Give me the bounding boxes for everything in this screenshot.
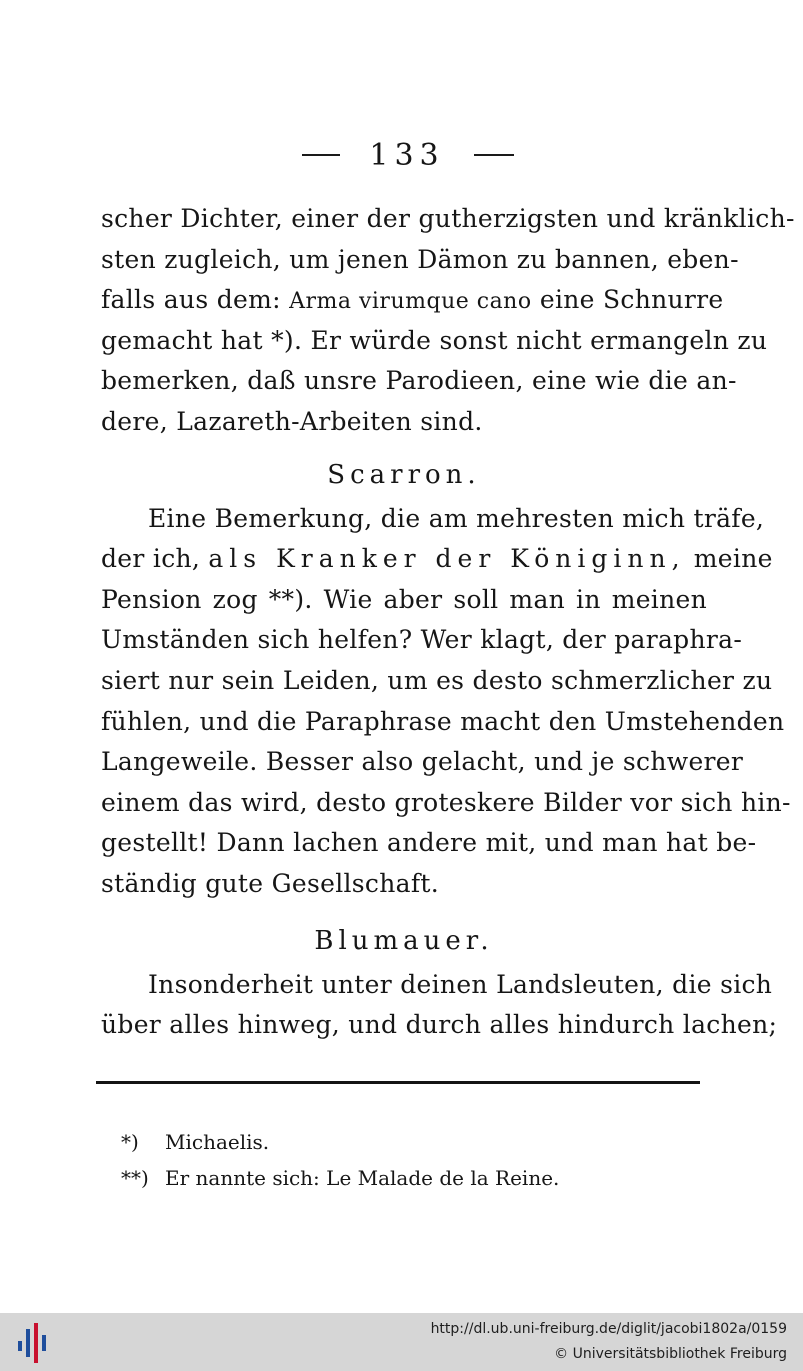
text-line: über alles hinweg, und durch alles hindurch lachen; bbox=[101, 1010, 778, 1040]
copyright-notice: © Universitätsbibliothek Freiburg bbox=[554, 1346, 787, 1362]
text-line: einem das wird, desto groteskere Bilder vor sich hin- bbox=[101, 787, 791, 817]
footnote-2 bbox=[121, 1160, 681, 1196]
text-segment: meine bbox=[693, 544, 773, 574]
footer-bar bbox=[0, 1313, 803, 1371]
text-line: Pension zog **). Wie aber soll man in meinen bbox=[101, 584, 707, 614]
text-line bbox=[101, 539, 773, 580]
main-text bbox=[101, 199, 795, 1046]
header-dash-left bbox=[302, 154, 340, 156]
footnote-mark: *) bbox=[121, 1130, 139, 1154]
paragraph-2 bbox=[101, 499, 791, 905]
text-line: gestellt! Dann lachen andere mit, und man hat be- bbox=[101, 828, 757, 858]
footnote-text: Michaelis. bbox=[165, 1130, 270, 1154]
paragraph-3 bbox=[101, 965, 778, 1046]
permalink-url[interactable]: http://dl.ub.uni-freiburg.de/diglit/jacobi1802a/0159 bbox=[430, 1321, 787, 1337]
text-line: bemerken, daß unsre Parodieen, eine wie die an- bbox=[101, 366, 737, 396]
text-line: sten zugleich, um jenen Dämon zu bannen, eben- bbox=[101, 244, 739, 274]
latin-quote: Arma virumque cano bbox=[289, 289, 532, 315]
text-line: Eine Bemerkung, die am mehresten mich träfe, bbox=[148, 503, 765, 533]
text-line: fühlen, und die Paraphrase macht den Umstehenden bbox=[101, 706, 785, 736]
text-segment: eine Schnurre bbox=[539, 285, 724, 315]
university-library-logo-icon bbox=[16, 1321, 52, 1365]
header-dash-right bbox=[474, 154, 514, 156]
text-line: scher Dichter, einer der gutherzigsten und kränklich- bbox=[101, 204, 795, 233]
text-line: Insonderheit unter deinen Landsleuten, die sich bbox=[148, 969, 773, 999]
footnote-mark: **) bbox=[121, 1166, 149, 1190]
text-line: ständig gute Gesellschaft. bbox=[101, 868, 439, 898]
text-line bbox=[101, 280, 724, 321]
footnote-1 bbox=[121, 1124, 681, 1160]
footnote-separator bbox=[96, 1081, 700, 1084]
speaker-heading-blumauer: Blumauer. bbox=[314, 925, 494, 956]
page-header bbox=[0, 138, 803, 178]
text-line: Umständen sich helfen? Wer klagt, der paraphra- bbox=[101, 625, 743, 655]
text-line: Langeweile. Besser also gelacht, und je schwerer bbox=[101, 747, 744, 777]
text-segment: der ich, bbox=[101, 544, 201, 574]
footnotes bbox=[121, 1124, 681, 1196]
footnote-text: Er nannte sich: bbox=[165, 1166, 320, 1190]
speaker-heading-scarron: Scarron. bbox=[327, 459, 481, 490]
text-line: dere, Lazareth-Arbeiten sind. bbox=[101, 406, 483, 436]
text-segment: falls aus dem: bbox=[101, 285, 281, 315]
page-number: 133 bbox=[369, 138, 445, 173]
footnote-latin-text: Le Malade de la Reine. bbox=[326, 1166, 560, 1190]
text-line: siert nur sein Leiden, um es desto schmerzlicher zu bbox=[101, 665, 773, 695]
text-line: gemacht hat *). Er würde sonst nicht ermangeln zu bbox=[101, 325, 768, 355]
paragraph-1 bbox=[101, 199, 795, 443]
emphasized-text: als Kranker der Königinn, bbox=[208, 544, 686, 574]
